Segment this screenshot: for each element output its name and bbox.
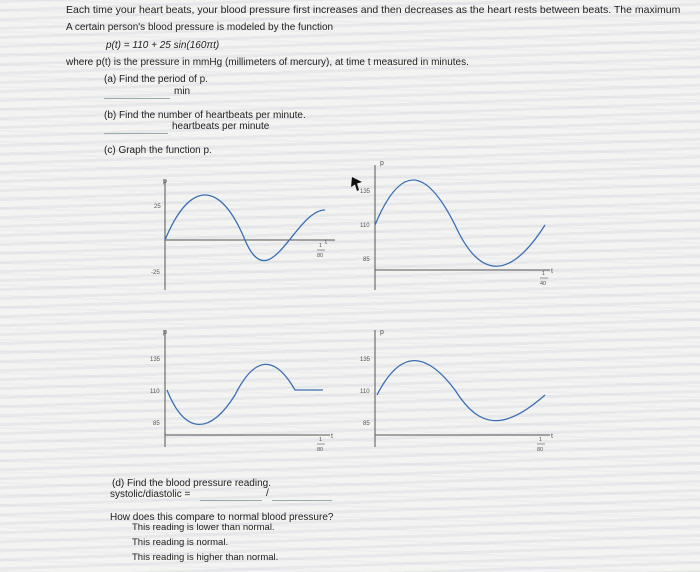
graph-option-2[interactable] (345, 155, 565, 295)
x-tick-numerator: 1 (319, 437, 323, 443)
y-tick-label: 135 (360, 357, 371, 363)
y-tick-label: 85 (363, 257, 370, 263)
x-tick-numerator: 1 (539, 437, 543, 443)
y-axis-label: p (163, 178, 167, 185)
x-axis-label: t (325, 239, 327, 246)
diastolic-answer-field[interactable] (272, 500, 332, 501)
y-tick-label: 110 (360, 223, 370, 229)
option-higher-than-normal[interactable]: This reading is higher than normal. (132, 552, 279, 563)
part-c-label: (c) Graph the function p. (104, 145, 212, 156)
y-axis-label: p (380, 329, 384, 336)
model-text: A certain person's blood pressure is modeled by the function (66, 22, 334, 33)
x-axis-label: t (331, 433, 333, 440)
option-normal[interactable]: This reading is normal. (132, 537, 229, 548)
function-curve (167, 364, 323, 424)
y-tick-label: -25 (151, 270, 160, 276)
x-tick-denominator: 80 (317, 253, 324, 259)
graph-option-3[interactable] (135, 325, 345, 460)
y-tick-label: 135 (150, 357, 161, 363)
function-formula: p(t) = 110 + 25 sin(160πt) (106, 40, 220, 51)
x-tick-denominator: 40 (540, 281, 547, 287)
y-tick-label: 85 (363, 421, 370, 427)
period-unit: min (174, 86, 191, 97)
graph-option-4[interactable] (345, 325, 565, 460)
function-curve (375, 180, 545, 266)
systolic-diastolic-label: systolic/diastolic = (110, 489, 191, 500)
y-axis-label: p (380, 160, 384, 167)
graph-option-1[interactable] (135, 170, 345, 295)
x-tick-numerator: 1 (542, 271, 546, 277)
y-tick-label: 135 (360, 189, 371, 195)
y-tick-label: 25 (154, 204, 161, 210)
option-lower-than-normal[interactable]: This reading is lower than normal. (132, 522, 275, 533)
x-tick-numerator: 1 (319, 243, 323, 249)
y-tick-label: 110 (360, 389, 370, 395)
intro-text: Each time your heart beats, your blood pressure first increases and then decreases as the heart rests between beats. The maximum (66, 4, 681, 16)
part-d-label: (d) Find the blood pressure reading. (112, 478, 271, 489)
mouse-cursor-icon (350, 176, 364, 192)
y-tick-label: 85 (153, 421, 160, 427)
period-answer-field[interactable] (104, 98, 170, 99)
compare-question: How does this compare to normal blood pressure? (110, 512, 334, 523)
part-b-label: (b) Find the number of heartbeats per minute. (104, 110, 306, 121)
x-axis-label: t (551, 268, 553, 275)
heartbeats-answer-field[interactable] (104, 133, 168, 134)
heartbeats-unit: heartbeats per minute (172, 121, 270, 132)
x-axis-label: t (551, 433, 553, 440)
slash-separator: / (266, 488, 269, 499)
x-tick-denominator: 80 (317, 447, 324, 453)
part-a-label: (a) Find the period of p. (104, 74, 208, 85)
x-tick-denominator: 80 (537, 447, 544, 453)
y-axis-label: p (163, 329, 167, 336)
systolic-answer-field[interactable] (200, 500, 262, 501)
function-curve (165, 195, 325, 261)
where-text: where p(t) is the pressure in mmHg (millimeters of mercury), at time t measured in minutes. (66, 57, 469, 68)
y-tick-label: 110 (150, 389, 160, 395)
function-curve (377, 361, 545, 421)
